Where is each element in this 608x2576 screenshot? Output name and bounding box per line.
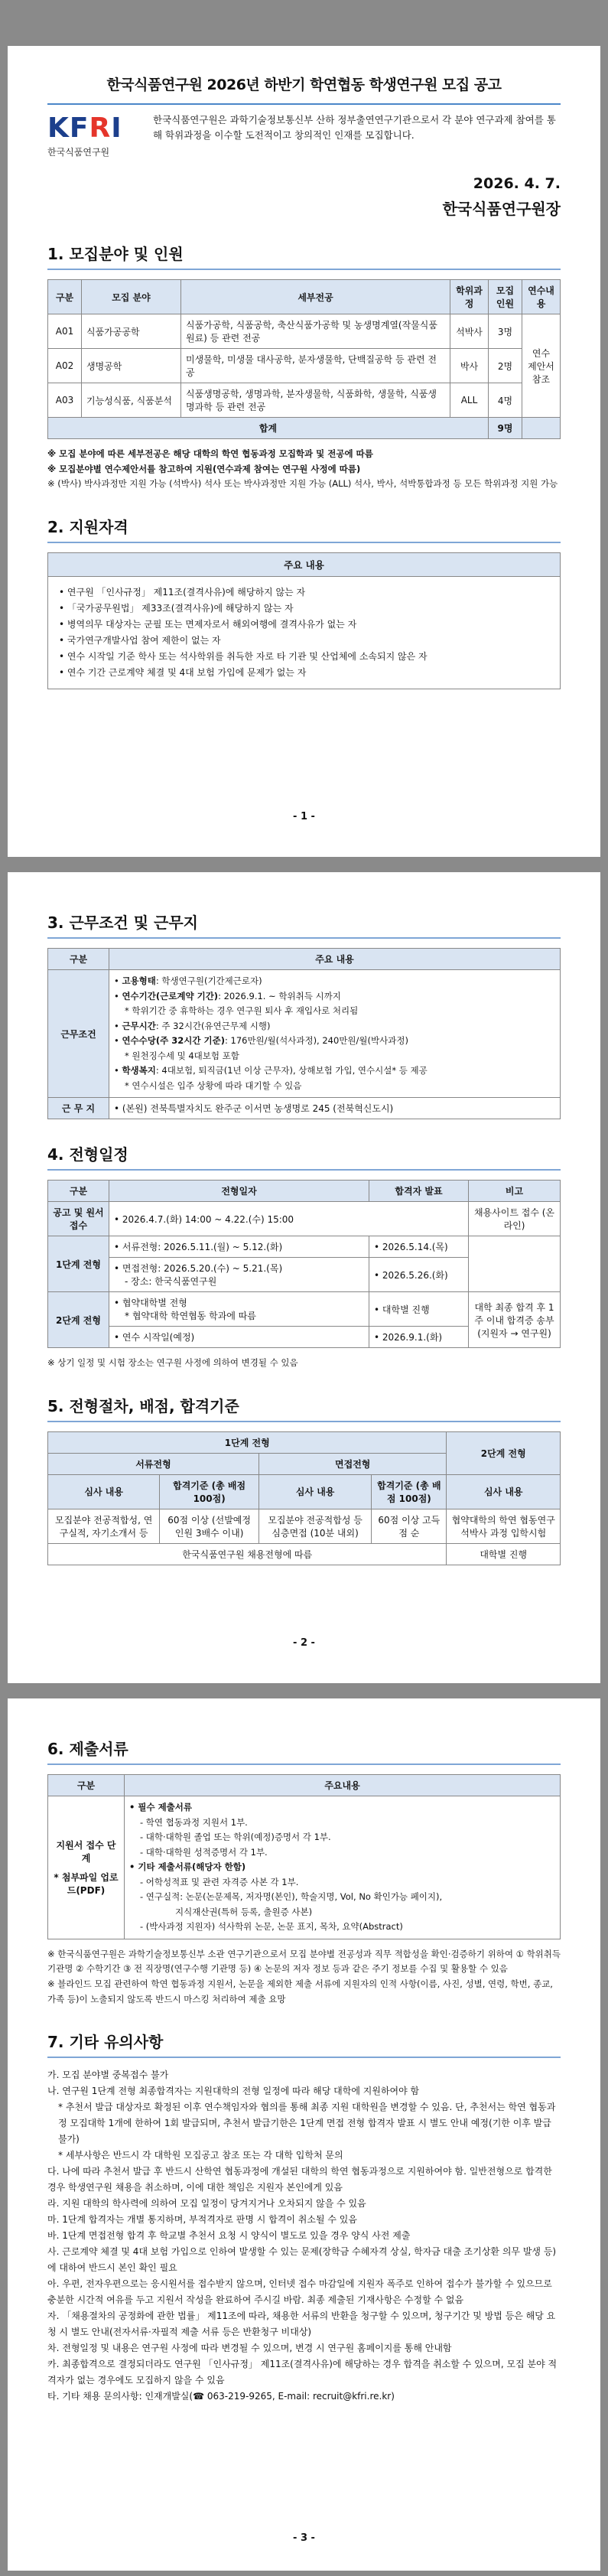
list-item: • 연수 시작일 기준 학사 또는 석사학위를 취득한 자로 타 기관 및 산업체에 소속되지 않은 자	[59, 650, 428, 662]
list-item: • 병역의무 대상자는 군필 또는 면제자로서 해외여행에 결격사유가 없는 자	[59, 618, 357, 630]
table-row: 1단계 전형 • 서류전형: 2026.5.11.(월) ~ 5.12.(화) • 2026.5.14.(목)	[48, 1236, 561, 1258]
table-total-row: 합계 9명	[48, 418, 561, 439]
list-item: 차. 전형일정 및 내용은 연구원 사정에 따라 변경될 수 있으며, 변경 시 연구원 홈페이지를 통해 안내함	[47, 2343, 452, 2354]
page-1	[8, 46, 600, 857]
section-title: 7. 기타 유의사항	[47, 2030, 561, 2058]
table-row: 2단계 전형 • 협약대학별 전형 * 협약대학 학연협동 학과에 따름 • 대학별 진행 대학 최종 합격 후 1주 이내 합격증 송부 (지원자 → 연구원)	[48, 1292, 561, 1327]
list-item: 아. 우편, 전자우편으로는 응시원서를 접수받지 않으며, 인터넷 접수 마감일에 지원자 폭주로 인하여 접수가 불가할 수 있으므로 충분한 시간적 여유를 두고 지원서 작성을 완료하여 주시길 바람. 최종 제출된 기재사항은 수정할 수 없음	[47, 2278, 552, 2306]
section-title: 6. 제출서류	[47, 1737, 561, 1765]
page-number: - 3 -	[293, 2532, 315, 2544]
schedule-note: ※ 상기 일정 및 시험 장소는 연구원 사정에 의하여 변경될 수 있음	[47, 1357, 298, 1369]
other-notes	[47, 2067, 561, 2405]
page-2	[8, 872, 600, 1683]
list-item: 자. 「채용절차의 공정화에 관한 법률」 제11조에 따라, 채용한 서류의 반환을 청구할 수 있으며, 청구기간 및 방법 등은 해당 요청 시 별도 안내(전자서류·자필적 제출 서류 등은 반환청구 비대상)	[47, 2311, 556, 2338]
list-item: 나. 연구원 1단계 전형 최종합격자는 지원대학의 전형 일정에 따라 해당 대학에 지원하여야 함	[47, 2086, 420, 2097]
list-item: 다. 나에 따라 추천서 발급 후 반드시 산학연 협동과정에 개설된 대학의 학연 협동과정으로 지원하여야 함. 일반전형으로 합격한 경우 학생연구원 채용을 취소하며, 이에 대한 책임은 지원자 본인에게 있음	[47, 2166, 552, 2193]
list-item: * 세부사항은 반드시 각 대학원 모집공고 참조 또는 각 대학 입학처 문의	[58, 2150, 343, 2161]
qualification-box-head: 주요 내용	[47, 552, 561, 577]
table-row: • 연수 시작일(예정) • 2026.9.1.(화)	[48, 1327, 561, 1348]
table-row: 근 무 지 • (본원) 전북특별자치도 완주군 이서면 농생명로 245 (전북혁신도시)	[48, 1098, 561, 1119]
table-row: 근무조건 • 고용형태: 학생연구원(기간제근로자) • 연수기간(근로계약 기간): 2026.9.1. ~ 학위취득 시까지 * 학위기간 중 휴학하는 경우 연구원 퇴사 후 재입사로 처리됨 • 근무시간: 주 32시간(유연근무제 시행) • 연수수당(주 32시간 기준): 176만원/월(석사과정), 240만원/월(박사과정) * 원천징수세 및 4대보험 포함 • 학생복지: 4대보험, 퇴직금(1년 이상 근무자), 상해보험 가입, 연수시설* 등 제공 * 연수시설은 입주 상황에 따라 대기할 수 있음	[48, 970, 561, 1098]
list-item: 카. 최종합격으로 결정되더라도 연구원 「인사규정」 제11조(결격사유)에 해당하는 경우 합격을 취소할 수 있으며, 모집 분야 적격자가 없는 경우에도 모집하지 않을 수 있음	[47, 2359, 558, 2386]
announcement-date: 2026. 4. 7.	[473, 175, 561, 192]
table-row: • 면접전형: 2026.5.20.(수) ~ 5.21.(목) - 장소: 한국식품연구원 • 2026.5.26.(화)	[48, 1258, 561, 1292]
intro-text: 한국식품연구원은 과학기술정보통신부 산하 정부출연연구기관으로서 각 분야 연구과제 참여를 통해 학위과정을 이수할 도전적이고 창의적인 인재를 모집합니다.	[153, 114, 556, 141]
list-item: • 연수 기간 근로계약 체결 및 4대 보험 가입에 문제가 없는 자	[59, 666, 307, 678]
section-title: 1. 모집분야 및 인원	[47, 242, 561, 270]
list-item: 타. 기타 채용 문의사항: 인재개발실(☎ 063-219-9265, E-mail: recruit@kfri.re.kr)	[47, 2391, 395, 2402]
list-item: • 국가연구개발사업 참여 제한이 없는 자	[59, 634, 221, 646]
kfri-logo: KFRI 한국식품연구원	[47, 112, 139, 158]
documents-notes: ※ 한국식품연구원은 과학기술정보통신부 소관 연구기관으로서 모집 분야별 전공성과 직무 적합성을 확인·검증하기 위하여 ① 학위취득기관명 ② 수학기간 ③ 전 직장명(연구수행 기관명 등) ④ 논문의 저자 정보 등과 같은 주기 정보를 수집 및 활용할 수 있음 ※ 블라인드 모집 관련하여 학연 협동과정 지원서, 논문을 제외한 제출 서류에 지원자의 인적 사항(이름, 사진, 성별, 연령, 학번, 종교, 가족 등)이 노출되지 않도록 반드시 마스킹 처리하여 제출 요망	[47, 1948, 561, 2004]
page-number: - 2 -	[293, 1637, 315, 1649]
intro	[47, 112, 561, 158]
list-item: 사. 근로계약 체결 및 4대 보험 가입으로 인하여 발생할 수 있는 문제(장학금 수혜자격 상실, 학자금 대출 조기상환 의무 발생 등)에 대하여 반드시 본인 확인 필요	[47, 2246, 557, 2274]
section-title: 5. 전형절차, 배점, 합격기준	[47, 1394, 561, 1422]
table-row: A01 식품가공공학 식품가공학, 식품공학, 축산식품가공학 및 농생명계열(작물식품 원료) 등 관련 전공 석박사 3명 연수 제안서 참조	[48, 314, 561, 349]
recruit-table: 구분 모집 분야 세부전공 학위과정 모집인원 연수내용 A01 식품가공공학 식품가공학, 식품공학, 축산식품가공학 및 농생명계열(작물식품 원료) 등 관련 전공 석박사 3명 연수 제안서 참조 A02 생명공학 미생물학, 미생물 대사공학, 분자생물학, 단백질공학 등 관련 전공 박사 2명 A03 기능성식품, 식품분석 식품생명공학, 생명과학, 분자생물학, 식품화학, 생물학, 식품생명과학 등 관련 전공 ALL 4명 합계 9명	[47, 279, 561, 439]
table-row: 지원서 접수 단계 * 첨부파일 업로드(PDF) • 필수 제출서류 - 학연 협동과정 지원서 1부. - 대학·대학원 졸업 또는 학위(예정)증명서 각 1부. - 대학·대학원 성적증명서 각 1부. • 기타 제출서류(해당자 한함) - 어학성적표 및 관련 자격증 사본 각 1부. - 연구실적: 논문(논문제목, 저자명(본인), 학술지명, Vol, No 확인가능 페이지), 지식재산권(특허 등록, 출원증 사본) - (박사과정 지원자) 석사학위 논문, 논문 표지, 목차, 요약(Abstract)	[48, 1796, 561, 1939]
organization-head: 한국식품연구원장	[442, 200, 561, 218]
qualification-box	[47, 577, 561, 689]
page-number: - 1 -	[293, 811, 315, 822]
list-item: • 「국가공무원법」 제33조(결격사유)에 해당하지 않는 자	[59, 602, 294, 614]
logo-subtitle: 한국식품연구원	[47, 147, 110, 158]
list-item: 가. 모집 분야별 중복접수 불가	[47, 2070, 169, 2081]
table-row: 모집분야 전공적합성, 연구실적, 자기소개서 등 60점 이상 (선발예정 인원 3배수 이내) 모집분야 전공적합성 등 심층면접 (10분 내외) 60점 이상 고득점 순 협약대학의 학연 협동연구 석박사 과정 입학시험	[48, 1509, 561, 1543]
document-title: 한국식품연구원 2026년 하반기 학연협동 학생연구원 모집 공고	[106, 77, 502, 93]
section-title: 4. 전형일정	[47, 1142, 561, 1171]
list-item: 라. 지원 대학의 학사력에 의하여 모집 일정이 당겨지거나 오차되지 않을 수 있음	[47, 2198, 366, 2210]
title-rule	[47, 103, 561, 105]
list-item: 마. 1단계 합격자는 개별 통지하며, 부적격자로 판명 시 합격이 취소될 수 있음	[47, 2214, 357, 2226]
table-row: 공고 및 원서접수 • 2026.4.7.(화) 14:00 ~ 4.22.(수) 15:00 채용사이트 접수 (온라인)	[48, 1202, 561, 1236]
page-3	[8, 1698, 600, 2571]
documents-table: 구분 주요내용 지원서 접수 단계 * 첨부파일 업로드(PDF) • 필수 제출서류 - 학연 협동과정 지원서 1부. - 대학·대학원 졸업 또는 학위(예정)증명서 각 1부. - 대학·대학원 성적증명서 각 1부. • 기타 제출서류(해당자 한함) - 어학성적표 및 관련 자격증 사본 각 1부. - 연구실적: 논문(논문제목, 저자명(본인), 학술지명, Vol, No 확인가능 페이지), 지식재산권(특허 등록, 출원증 사본) - (박사과정 지원자) 석사학위 논문, 논문 표지, 목차, 요약(Abstract)	[47, 1774, 561, 1939]
list-item: 바. 1단계 면접전형 합격 후 학교별 추천서 요청 시 양식이 별도로 있을 경우 양식 사전 제출	[47, 2230, 411, 2242]
section-title: 3. 근무조건 및 근무지	[47, 910, 561, 939]
recruit-notes: ※ 모집 분야에 따른 세부전공은 해당 대학의 학연 협동과정 모집학과 및 전공에 따름 ※ 모집분야별 연수제안서를 참고하여 지원(연수과제 참여는 연구원 사정에 따름) ※ (박사) 박사과정만 지원 가능 (석박사) 석사 또는 박사과정만 지원 가능 (ALL) 석사, 박사, 석박통합과정 등 모든 학위과정 지원 가능	[47, 448, 558, 490]
selection-table: 1단계 전형 2단계 전형 서류전형 면접전형 심사 내용 합격기준 (총 배점 100점) 심사 내용 합격기준 (총 배점 100점) 심사 내용 모집분야 전공적합성, 연구실적, 자기소개서 등 60점 이상 (선발예정 인원 3배수 이내) 모집분야 전공적합성 등 심층면접 (10분 내외) 60점 이상 고득점 순 협약대학의 학연 협동연구 석박사 과정 입학시험 한국식품연구원 채용전형에 따름 대학별 진행	[47, 1431, 561, 1565]
list-item: * 추천서 발급 대상자로 확정된 이후 연수책임자와 협의를 통해 최종 지원 대학원을 변경할 수 있음. 단, 추천서는 학연 협동과정 모집대학 1개에 한하여 1회 발급되며, 추천서 발급기한은 1단계 면접 전형 합격자 발표 시 별도 안내 예정(기한 이후 발급 불가)	[58, 2102, 556, 2145]
conditions-table: 구분 주요 내용 근무조건 • 고용형태: 학생연구원(기간제근로자) • 연수기간(근로계약 기간): 2026.9.1. ~ 학위취득 시까지 * 학위기간 중 휴학하는 경우 연구원 퇴사 후 재입사로 처리됨 • 근무시간: 주 32시간(유연근무제 시행) • 연수수당(주 32시간 기준): 176만원/월(석사과정), 240만원/월(박사과정) * 원천징수세 및 4대보험 포함 • 학생복지: 4대보험, 퇴직금(1년 이상 근무자), 상해보험 가입, 연수시설* 등 제공 * 연수시설은 입주 상황에 따라 대기할 수 있음 근 무 지 • (본원) 전북특별자치도 완주군 이서면 농생명로 245 (전북혁신도시)	[47, 948, 561, 1119]
list-item: • 연구원 「인사규정」 제11조(결격사유)에 해당하지 않는 자	[59, 586, 306, 598]
schedule-table: 구분 전형일자 합격자 발표 비고 공고 및 원서접수 • 2026.4.7.(화) 14:00 ~ 4.22.(수) 15:00 채용사이트 접수 (온라인) 1단계 전형 • 서류전형: 2026.5.11.(월) ~ 5.12.(화) • 2026.5.14.(목) • 면접전형: 2026.5.20.(수) ~ 5.21.(목) - 장소: 한국식품연구원 • 2026.5.26.(화) 2단계 전형 • 협약대학별 전형 * 협약대학 학연협동 학과에 따름 • 대학별 진행 대학 최종 합격 후 1주 이내 합격증 송부 (지원자 → 연구원) • 연수 시작일(예정) • 2026.9.1.(화)	[47, 1180, 561, 1348]
table-row: A02 생명공학 미생물학, 미생물 대사공학, 분자생물학, 단백질공학 등 관련 전공 박사 2명	[48, 349, 561, 383]
table-row: A03 기능성식품, 식품분석 식품생명공학, 생명과학, 분자생물학, 식품화학, 생물학, 식품생명과학 등 관련 전공 ALL 4명	[48, 383, 561, 418]
table-row: 한국식품연구원 채용전형에 따름 대학별 진행	[48, 1543, 561, 1565]
section-title: 2. 지원자격	[47, 515, 561, 543]
